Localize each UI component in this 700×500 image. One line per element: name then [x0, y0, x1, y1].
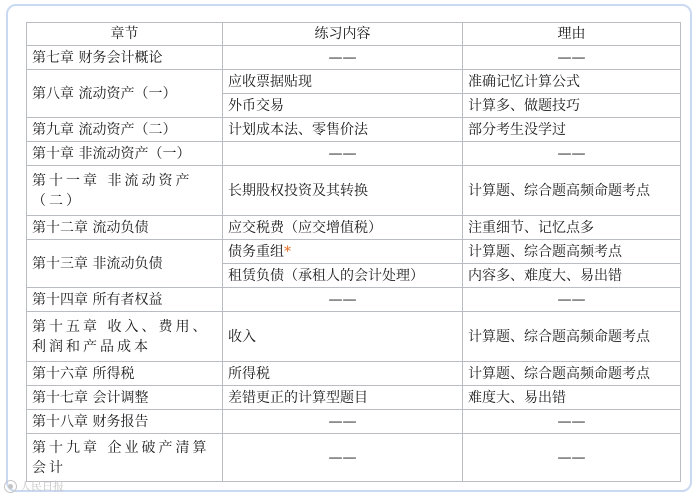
reason-cell: 计算题、综合题高频命题考点 [463, 362, 681, 386]
content-cell: —— [223, 410, 463, 434]
table-row [27, 288, 681, 312]
content-cell: 差错更正的计算型题目 [223, 386, 463, 410]
reason-cell: —— [463, 288, 681, 312]
column-header-chapter: 章节 [27, 23, 223, 46]
footnote-mark: * [284, 243, 291, 260]
chapter-cell: 第十章 非流动资产（一） [27, 142, 223, 166]
content-cell: —— [223, 142, 463, 166]
table-row [27, 46, 681, 70]
chapter-cell: 第十九章 企业破产清算会计 [27, 434, 223, 482]
chapter-cell: 第十八章 财务报告 [27, 410, 223, 434]
chapter-cell: 第八章 流动资产（一） [27, 70, 223, 118]
table-header-row [27, 23, 681, 46]
content-text: 债务重组 [228, 243, 284, 260]
table-row [27, 386, 681, 410]
content-cell: 应收票据贴现 [223, 70, 463, 94]
chapter-cell: 第十三章 非流动负债 [27, 240, 223, 288]
reason-cell: 部分考生没学过 [463, 118, 681, 142]
reason-cell: —— [463, 46, 681, 70]
column-header-content: 练习内容 [223, 23, 463, 46]
chapter-cell: 第十四章 所有者权益 [27, 288, 223, 312]
content-cell: —— [223, 46, 463, 70]
table-row [27, 362, 681, 386]
table-row [27, 434, 681, 482]
table-row [27, 118, 681, 142]
content-cell: 外币交易 [223, 94, 463, 118]
table-row [27, 166, 681, 216]
reason-cell: 内容多、难度大、易出错 [463, 264, 681, 288]
chapter-cell: 第七章 财务会计概论 [27, 46, 223, 70]
chapter-cell: 第十六章 所得税 [27, 362, 223, 386]
column-header-reason: 理由 [463, 23, 681, 46]
chapter-cell: 第十五章 收入、费用、利润和产品成本 [27, 312, 223, 362]
reason-cell: 计算多、做题技巧 [463, 94, 681, 118]
reason-cell: 难度大、易出错 [463, 386, 681, 410]
table-row [27, 240, 681, 264]
reason-cell: 计算题、综合题高频命题考点 [463, 312, 681, 362]
content-cell: 应交税费（应交增值税） [223, 216, 463, 240]
table-row [27, 410, 681, 434]
reason-cell: —— [463, 434, 681, 482]
content-cell: 长期股权投资及其转换 [223, 166, 463, 216]
watermark-logo-icon [4, 480, 17, 493]
reason-cell: 准确记忆计算公式 [463, 70, 681, 94]
content-cell: —— [223, 288, 463, 312]
reason-cell: 计算题、综合题高频命题考点 [463, 166, 681, 216]
study-plan-table [26, 22, 681, 482]
watermark-text: 人民日报 [20, 480, 64, 493]
reason-cell: —— [463, 410, 681, 434]
table-row [27, 142, 681, 166]
chapter-cell: 第十一章 非流动资产（二） [27, 166, 223, 216]
content-cell: 收入 [223, 312, 463, 362]
content-cell: 租赁负债（承租人的会计处理） [223, 264, 463, 288]
content-cell [223, 240, 463, 264]
reason-cell: —— [463, 142, 681, 166]
reason-cell: 注重细节、记忆点多 [463, 216, 681, 240]
table-row [27, 70, 681, 94]
content-cell: 计划成本法、零售价法 [223, 118, 463, 142]
watermark [4, 478, 64, 494]
table-row [27, 216, 681, 240]
table-row [27, 312, 681, 362]
content-cell: 所得税 [223, 362, 463, 386]
chapter-cell: 第九章 流动资产（二） [27, 118, 223, 142]
chapter-cell: 第十七章 会计调整 [27, 386, 223, 410]
reason-cell: 计算题、综合题高频考点 [463, 240, 681, 264]
content-cell: —— [223, 434, 463, 482]
chapter-cell: 第十二章 流动负债 [27, 216, 223, 240]
